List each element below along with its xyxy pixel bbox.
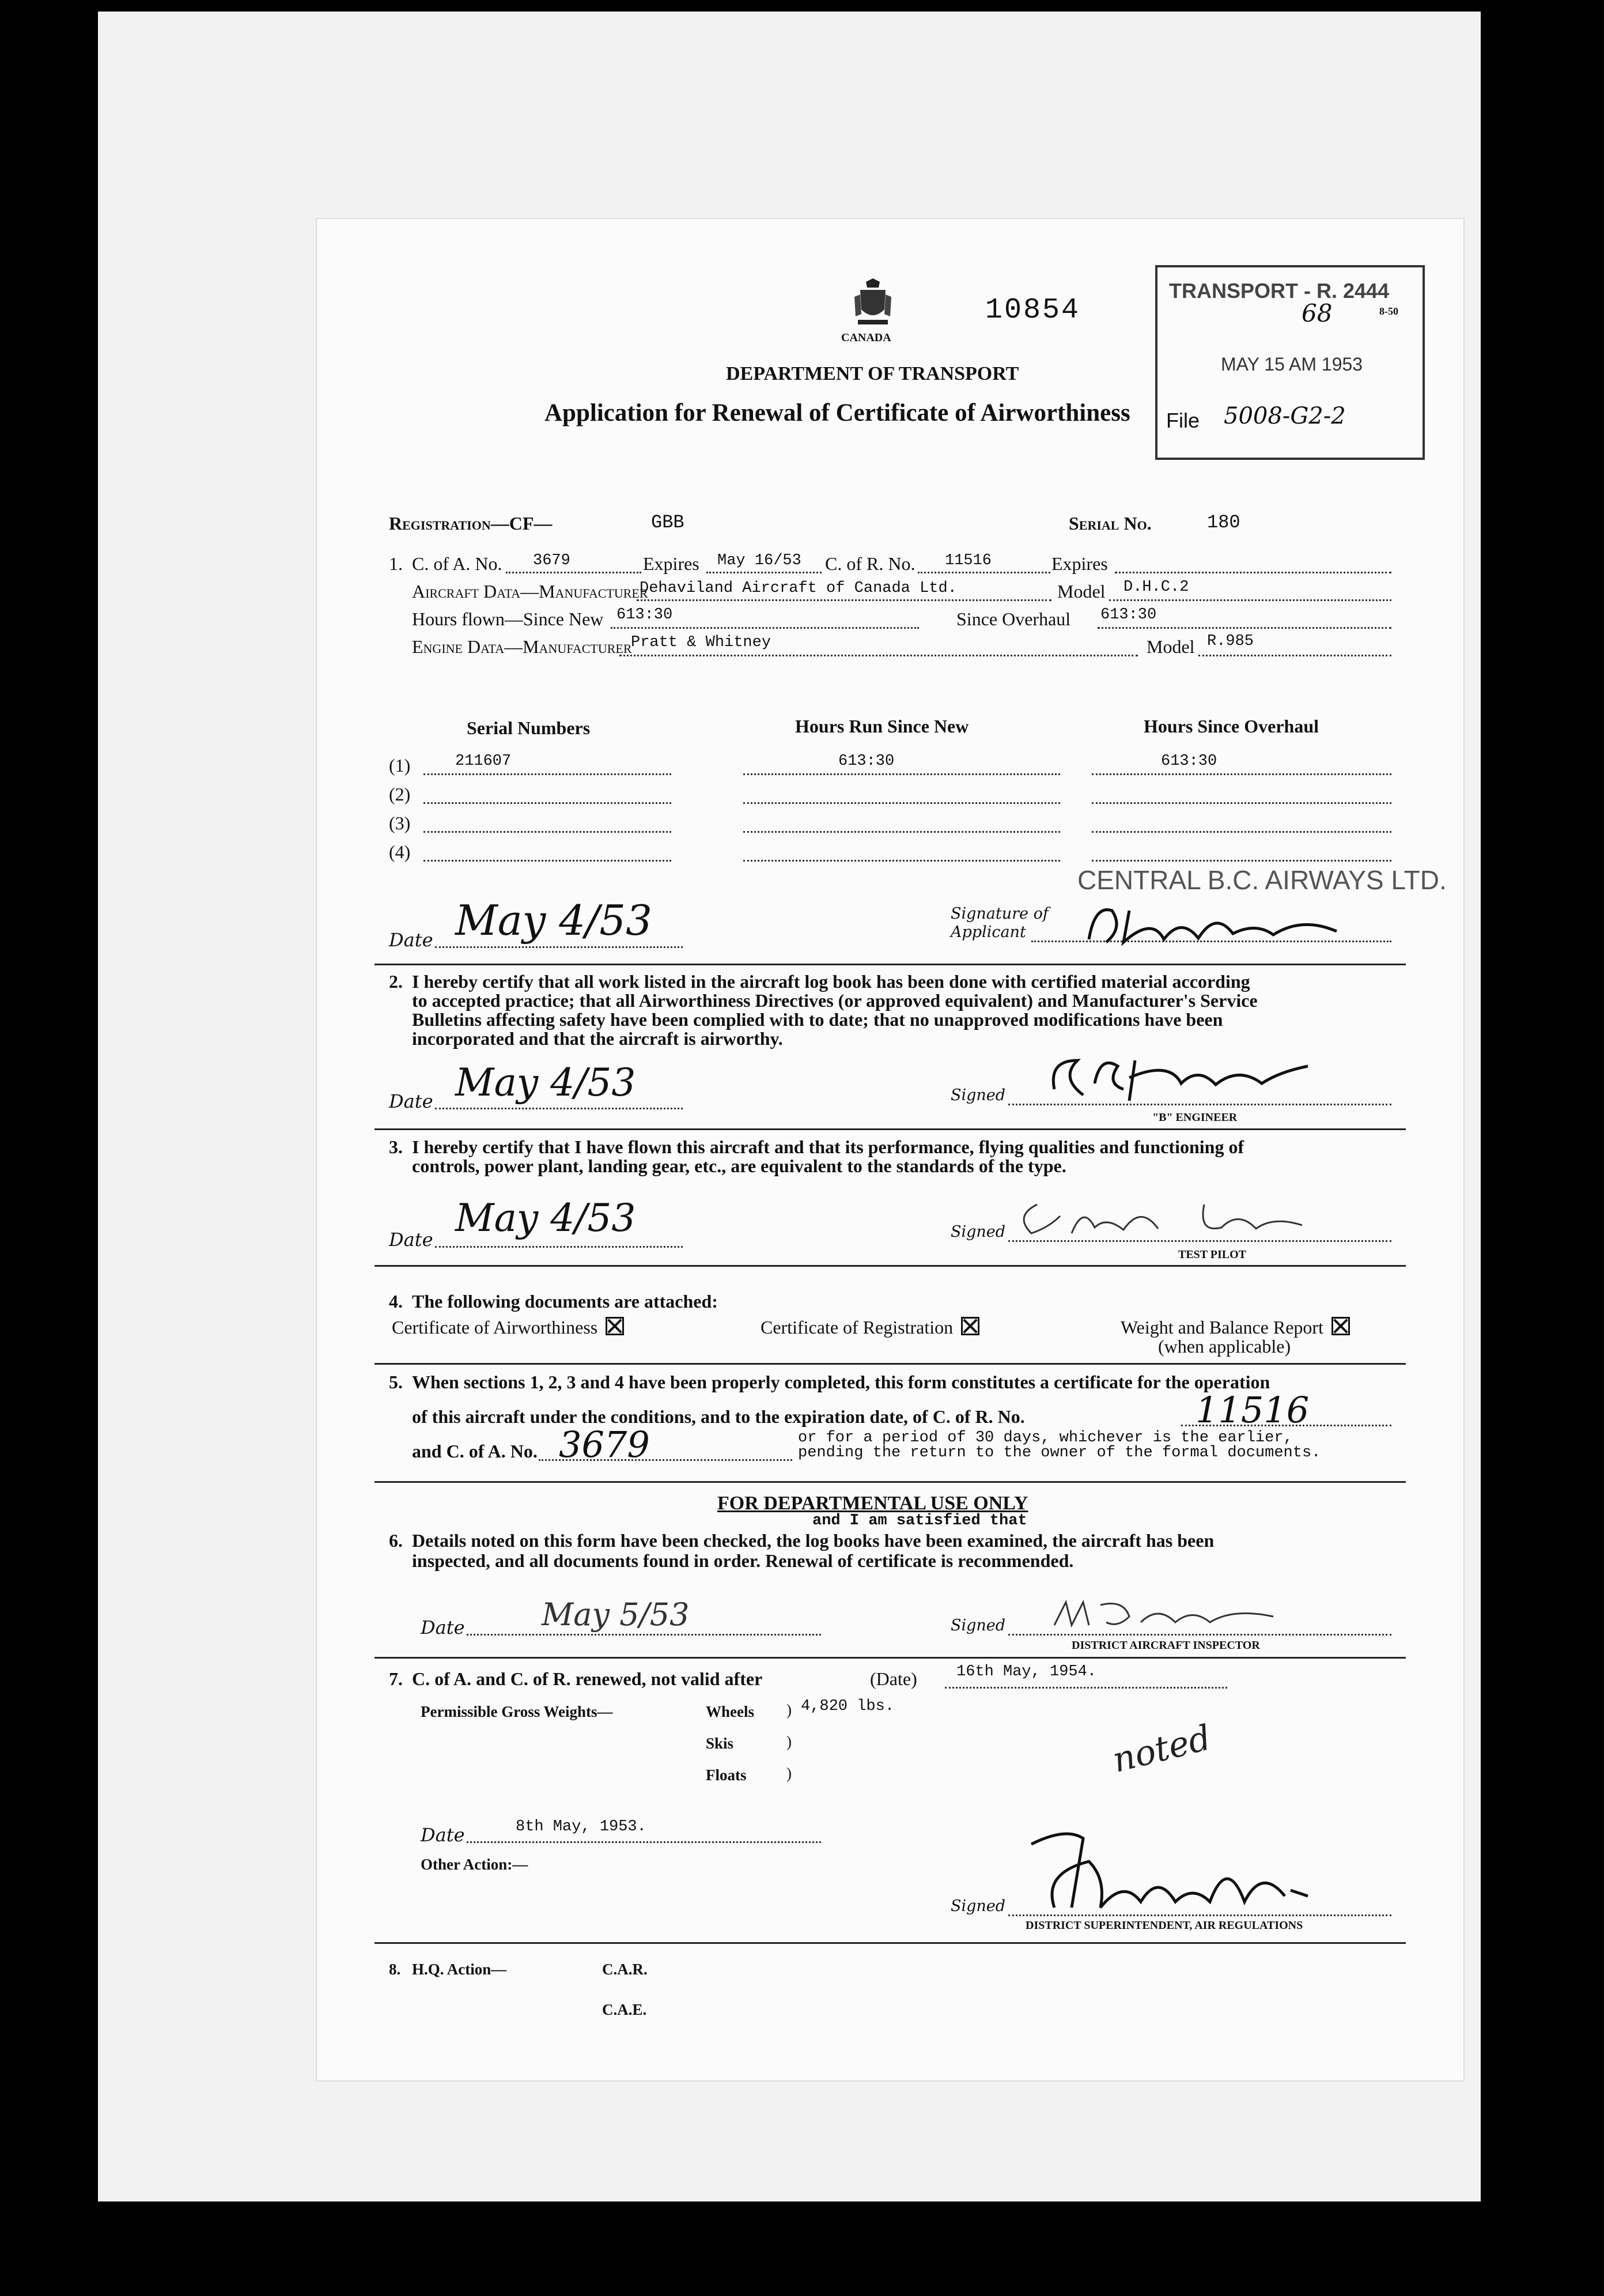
weight-balance-note: (when applicable) [1158, 1336, 1291, 1357]
ca-value: 3679 [533, 552, 570, 569]
section6-date-value: May 5/53 [542, 1596, 690, 1633]
aircraft-manufacturer-value: Dehaviland Aircraft of Canada Ltd. [640, 580, 957, 597]
section7-date-word: (Date) [870, 1668, 917, 1689]
received-stamp [1155, 265, 1425, 460]
section3-signed-label: Signed [951, 1223, 1006, 1241]
engineer-signature [1043, 1049, 1314, 1107]
departmental-heading: FOR DEPARTMENTAL USE ONLY [717, 1493, 1028, 1514]
serial-label: Serial No. [1069, 513, 1152, 534]
cr-label: C. of R. No. [825, 553, 916, 574]
section5-typed-bottom: pending the return to the owner of the formal documents. [798, 1444, 1321, 1462]
section2-signed-label: Signed [951, 1086, 1006, 1104]
section7-expiry-date: 16th May, 1954. [956, 1663, 1097, 1681]
expires2-label: Expires [1051, 553, 1108, 574]
applicant-signature [1083, 893, 1348, 951]
engine-data-label: Engine Data—Manufacturer [412, 636, 632, 657]
expires-label: Expires [643, 553, 699, 574]
section6-role: DISTRICT AIRCRAFT INSPECTOR [1072, 1639, 1260, 1652]
section5-number: 5. [389, 1372, 403, 1392]
engine-manufacturer-value: Pratt & Whitney [631, 634, 771, 651]
section8-number: 8. [389, 1961, 401, 1978]
section6-line2: inspected, and all documents found in order. Renewal of certificate is recommended. [412, 1550, 1074, 1571]
application-form: CANADA 10854 DEPARTMENT OF TRANSPORT Application for Renewal of Certificate of Airworthiness TRANSPORT - R. 2444 8-50 68 MAY 15 AM 1953 File 5008-G2-2 Registration—CF— GBB Serial No. 180 1. C. of A. No. 3679 Expires May 16/53 C. of R. No. 11516 Expires Aircraft Data—Manufacturer Dehaviland Aircraft of Canada Ltd. Model D.H.C.2 Hours flown—Since New 613:30 Since Overhaul 613:30 Engine Data—Manufacturer Pratt & Whitney Model R.985 Serial Numbers Hours Run Since New Hours Since Overhaul (1) 211607 613:30 613:30 (2) (3) (4) CENTRAL B.C. AIRWAYS LTD. Date May 4/53 Signature of Applicant 2. I hereby certify that all work listed in the aircraft log book has been done with certified material according to accepted practice; that all Airworthiness Directives (or approved equivalent) and Manufacturer's Service Bulletins affecting safety have been complied with to date; that no unapproved modifications have been incorporated and that the aircraft is airworthy. Date May 4/53 Signed "B" ENGINEER 3. I hereby certify that I have flown this aircraft and that its performance, flying qualities and functioning of controls, power plant, landing gear, etc., are equivalent to the standards of the type. Date May 4/53 Signed TEST PILOT 4. The following documents are attached: Certificate of Airworthiness Certificate of Registration Weight and Balance Report (when applicable) 5. When sections 1, 2, 3 and 4 have been properly completed, this form constitutes a certificate for the operation of this aircraft under the conditions, and to the expiration date, of C. of R. No. 11516 and C. of A. No. 3679 or for a period of 30 days, whichever is the earlier, pending the return to the owner of the formal documents. FOR DEPARTMENTAL USE ONLY and I am satisfied that 6. Details noted on this form have been checked, the log books have been examined, the aircraft has been inspected, and all documents found in order. Renewal of certificate is recommended. Date May 5/53 Signed DISTRICT AIRCRAFT INSPECTOR 7. C. of A. and C. of R. renewed, not valid after (Date) 16th May, 1954. Permissible Gross Weights— Wheels ) 4,820 lbs. Skis ) Floats ) noted Date 8th May, 1953. Other Action:— Signed DISTRICT SUPERINTENDENT, AIR REGULATIONS 8. H.Q. Action— C.A.R. C.A.E. [317, 219, 1463, 2080]
model-value: D.H.C.2 [1123, 579, 1189, 596]
section3-line2: controls, power plant, landing gear, etc., are equivalent to the standards of the type. [412, 1155, 1066, 1176]
other-action-label: Other Action:— [421, 1856, 528, 1873]
departmental-insert: and I am satisfied that [812, 1512, 1027, 1530]
stamp-handwritten-number: 68 [1302, 299, 1333, 327]
section7-signed-label: Signed [951, 1897, 1006, 1915]
form-title: Application for Renewal of Certificate of Airworthiness [544, 399, 1130, 426]
section6-date-label: Date [421, 1617, 465, 1638]
since-overhaul-label: Since Overhaul [956, 609, 1071, 629]
col-header-hours-new: Hours Run Since New [795, 716, 969, 737]
engine-model-value: R.985 [1207, 633, 1254, 650]
section6-number: 6. [389, 1530, 403, 1551]
inspector-signature [1043, 1593, 1285, 1634]
expires-value: May 16/53 [717, 552, 801, 569]
hours-overhaul-value: 613:30 [1100, 606, 1157, 624]
section5-line3: and C. of A. No. [412, 1441, 538, 1462]
pilot-signature [1014, 1193, 1314, 1245]
section6-signed-label: Signed [951, 1617, 1006, 1634]
floats-label: Floats [706, 1766, 747, 1784]
department-heading: DEPARTMENT OF TRANSPORT [726, 363, 1019, 384]
registration-label: Registration—CF— [389, 513, 553, 534]
section5-line1: When sections 1, 2, 3 and 4 have been properly completed, this form constitutes a certificate for the operation [412, 1372, 1270, 1392]
section7-number: 7. [389, 1668, 403, 1689]
serial-value: 180 [1207, 512, 1240, 533]
checkbox-wb-icon [1331, 1317, 1350, 1335]
section7-date-label: Date [421, 1824, 465, 1846]
aircraft-data-label: Aircraft Data—Manufacturer [412, 581, 648, 602]
ca-label: C. of A. No. [412, 553, 502, 574]
skis-label: Skis [706, 1735, 734, 1752]
section1-number: 1. [389, 553, 403, 574]
section5-ca-value: 3679 [559, 1423, 650, 1466]
col-header-serial: Serial Numbers [467, 717, 591, 738]
section3-date-label: Date [389, 1229, 433, 1251]
stamp-file-label: File [1166, 409, 1200, 432]
section2-date-value: May 4/53 [455, 1060, 636, 1105]
section2-line3: Bulletins affecting safety have been complied with to date; that no unapproved modifications have been [412, 1009, 1223, 1030]
section3-number: 3. [389, 1136, 403, 1157]
cr-value: 11516 [945, 552, 992, 569]
stamp-line1: TRANSPORT - R. 2444 [1169, 279, 1390, 303]
cae-label: C.A.E. [602, 2001, 647, 2018]
section2-role: "B" ENGINEER [1152, 1111, 1238, 1124]
engine-serial-value: 211607 [455, 753, 512, 770]
hours-flown-label: Hours flown—Since New [412, 609, 604, 629]
car-label: C.A.R. [602, 1961, 648, 1978]
section2-line4: incorporated and that the aircraft is airworthy. [412, 1028, 783, 1049]
applicant-signature-label2: Applicant [951, 923, 1026, 941]
stamp-form-code: 8-50 [1379, 305, 1398, 317]
section5-typed-top: or for a period of 30 days, whichever is the earlier, [798, 1429, 1293, 1447]
checkbox-cr-icon [961, 1317, 979, 1335]
model-label: Model [1057, 581, 1106, 602]
section2-date-label: Date [389, 1090, 433, 1112]
section3-line1: I hereby certify that I have flown this aircraft and that its performance, flying qualities and functioning of [412, 1136, 1244, 1157]
section7-label: C. of A. and C. of R. renewed, not valid after [412, 1668, 763, 1689]
stamp-file-number: 5008-G2-2 [1224, 403, 1346, 429]
form-number: 10854 [985, 294, 1081, 327]
wheels-label: Wheels [706, 1703, 754, 1720]
wheels-weight-value: 4,820 lbs. [801, 1698, 895, 1715]
hq-action-label: H.Q. Action— [412, 1961, 507, 1978]
noted-annotation: noted [1109, 1717, 1215, 1781]
attachment-weight-balance: Weight and Balance Report [1121, 1317, 1350, 1338]
section2-number: 2. [389, 971, 403, 992]
canada-coat-of-arms-icon [850, 274, 896, 331]
company-stamp: CENTRAL B.C. AIRWAYS LTD. [1077, 865, 1447, 895]
applicant-date-value: May 4/53 [455, 896, 652, 945]
gross-weights-label: Permissible Gross Weights— [421, 1703, 613, 1720]
registration-value: GBB [651, 512, 684, 533]
applicant-date-label: Date [389, 929, 433, 951]
section5-line2: of this aircraft under the conditions, and to the expiration date, of C. of R. No. [412, 1406, 1025, 1427]
checkbox-ca-icon [606, 1317, 624, 1335]
section7-signed-date: 8th May, 1953. [516, 1818, 646, 1836]
attachment-ca: Certificate of Airworthiness [392, 1317, 624, 1338]
attachment-cr: Certificate of Registration [761, 1317, 979, 1338]
stamp-date: MAY 15 AM 1953 [1221, 354, 1363, 375]
engine-run-value: 613:30 [838, 753, 895, 770]
section2-line2: to accepted practice; that all Airworthiness Directives (or approved equivalent) and Manufacturer's Service [412, 990, 1258, 1011]
section3-role: TEST PILOT [1178, 1248, 1247, 1261]
section4-intro: The following documents are attached: [412, 1291, 718, 1312]
applicant-signature-label1: Signature of [951, 905, 1049, 923]
engine-model-label: Model [1147, 636, 1195, 657]
section5-cr-value: 11516 [1196, 1389, 1310, 1431]
section2-line1: I hereby certify that all work listed in the aircraft log book has been done with certified material according [412, 971, 1250, 992]
section4-number: 4. [389, 1291, 403, 1312]
hours-new-value: 613:30 [616, 606, 673, 624]
section7-role: DISTRICT SUPERINTENDENT, AIR REGULATIONS [1026, 1919, 1303, 1932]
section3-date-value: May 4/53 [455, 1196, 636, 1240]
coat-label: CANADA [841, 331, 891, 344]
col-header-hours-overhaul: Hours Since Overhaul [1144, 716, 1319, 737]
section6-line1: Details noted on this form have been checked, the log books have been examined, the aircraft has been [412, 1530, 1215, 1551]
engine-overhaul-value: 613:30 [1161, 753, 1217, 770]
superintendent-signature [1020, 1821, 1319, 1916]
